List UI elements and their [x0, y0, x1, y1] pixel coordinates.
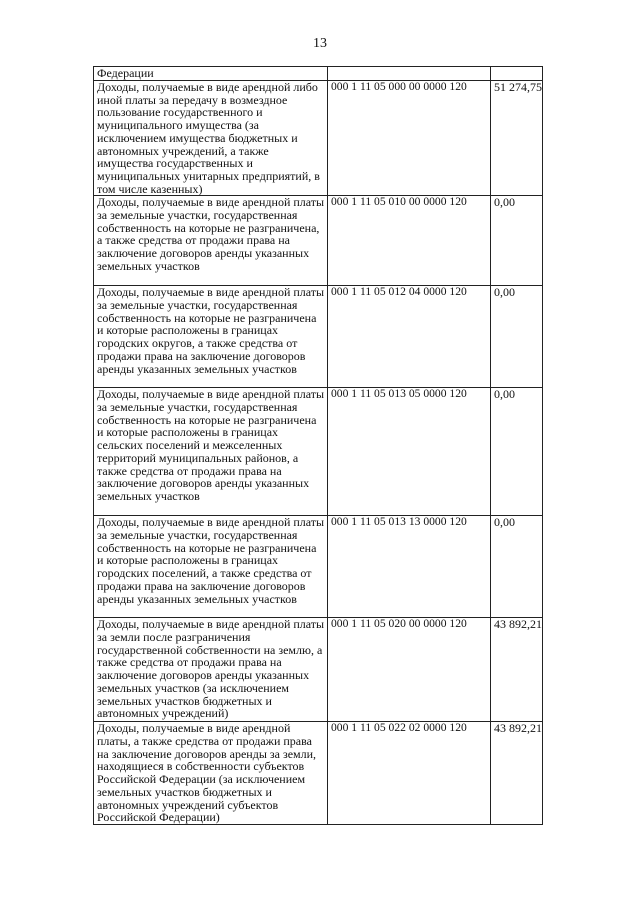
revenue-name-cell: Доходы, получаемые в виде арендной платы, а также средства от продажи права на заключение договоров аренды за земли, находящиеся в собственности субъектов Российской Федерации (за исключением земельных участков бюджетных и автономных учреждений субъектов Российской Федерации): [94, 722, 328, 825]
revenue-code-cell: 000 1 11 05 012 04 0000 120: [328, 286, 491, 388]
revenue-amount-cell: 0,00: [491, 196, 543, 286]
revenue-amount-cell: 0,00: [491, 286, 543, 388]
page-number: 13: [313, 36, 327, 51]
table-row: [94, 286, 543, 388]
revenue-name-cell: Доходы, получаемые в виде арендной платы за земельные участки, государственная собственность на которые не разграничена, а также средства от продажи права на заключение договоров аренды указанных земельных участков: [94, 196, 328, 286]
revenue-code-cell: [328, 67, 491, 81]
table-row: [94, 67, 543, 81]
revenue-name-cell: Федерации: [94, 67, 328, 81]
table-row: [94, 81, 543, 196]
revenue-name-cell: Доходы, получаемые в виде арендной платы за земельные участки, государственная собственность на которые не разграничена и которые расположены в границах городских поселений, а также средства от продажи права на заключение договоров аренды указанных земельных участков: [94, 516, 328, 618]
table-row: [94, 196, 543, 286]
table-row: [94, 516, 543, 618]
revenue-name-cell: Доходы, получаемые в виде арендной платы за земельные участки, государственная собственность на которые не разграничена и которые расположены в границах сельских поселений и межселенных территорий муниципальных районов, а также средства от продажи права на заключение договоров аренды указанных земельных участков: [94, 388, 328, 516]
revenue-amount-cell: 51 274,75: [491, 81, 543, 196]
revenue-name-cell: Доходы, получаемые в виде арендной платы за земли после разграничения государственной собственности на землю, а также средства от продажи права на заключение договоров аренды указанных земельных участков (за исключением земельных участков бюджетных и автономных учреждений): [94, 618, 328, 722]
revenue-code-cell: 000 1 11 05 020 00 0000 120: [328, 618, 491, 722]
revenue-code-cell: 000 1 11 05 013 05 0000 120: [328, 388, 491, 516]
revenue-code-cell: 000 1 11 05 000 00 0000 120: [328, 81, 491, 196]
revenue-code-cell: 000 1 11 05 013 13 0000 120: [328, 516, 491, 618]
revenue-amount-cell: 43 892,21: [491, 618, 543, 722]
table-row: [94, 722, 543, 825]
revenue-name-cell: Доходы, получаемые в виде арендной либо иной платы за передачу в возмездное пользование государственного и муниципального имущества (за исключением имущества бюджетных и автономных учреждений, а также имущества государственных и муниципальных унитарных предприятий, в том числе казенных): [94, 81, 328, 196]
revenue-amount-cell: 0,00: [491, 388, 543, 516]
revenue-table: [93, 66, 543, 825]
revenue-code-cell: 000 1 11 05 010 00 0000 120: [328, 196, 491, 286]
revenue-name-cell: Доходы, получаемые в виде арендной платы за земельные участки, государственная собственность на которые не разграничена и которые расположены в границах городских округов, а также средства от продажи права на заключение договоров аренды указанных земельных участков: [94, 286, 328, 388]
table-row: [94, 618, 543, 722]
revenue-code-cell: 000 1 11 05 022 02 0000 120: [328, 722, 491, 825]
revenue-amount-cell: 0,00: [491, 516, 543, 618]
table-row: [94, 388, 543, 516]
revenue-amount-cell: [491, 67, 543, 81]
revenue-amount-cell: 43 892,21: [491, 722, 543, 825]
